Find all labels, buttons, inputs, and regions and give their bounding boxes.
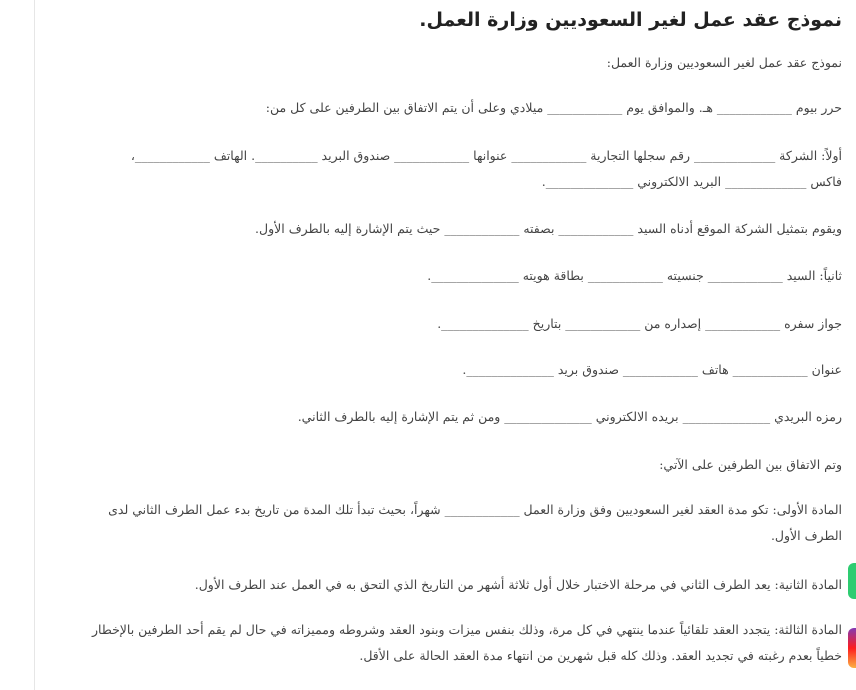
article-body [70, 0, 842, 663]
paragraph-passport: جواز سفره ____________ إصداره من ____________ بتاريخ ______________. [437, 316, 842, 331]
paragraph-intro: نموذج عقد عمل لغير السعوديين وزارة العمل: [606, 55, 842, 70]
paragraph-article-three: المادة الثالثة: يتجدد العقد تلقائياً عندما ينتهي في كل مرة، وذلك بنفس ميزات وبنود العقد وشروطه ومميزاته في حال لم يقم أحد الطرفين بالإخطار خطياً بعدم رغبته في تجديد العقد. وذلك كله قبل شهرين من انتهاء مدة العقد الحالة على الأقل. [91, 622, 842, 663]
paragraph-agreement: وتم الاتفاق بين الطرفين على الآتي: [659, 457, 842, 472]
paragraph-company-representative: ويقوم بتمثيل الشركة الموقع أدناه السيد ____________ بصفته ____________ حيث يتم الإشارة إليه بالطرف الأول. [255, 221, 842, 236]
paragraph-second-party: ثانياً: السيد ____________ جنسيته ____________ بطاقة هويته ______________. [427, 268, 842, 283]
paragraph-address: عنوان ____________ هاتف ____________ صندوق بريد ______________. [462, 362, 842, 377]
paragraph-article-one: المادة الأولى: تكو مدة العقد لغير السعوديين وفق وزارة العمل ____________ شهراً، بحيث تبدأ تلك المدة من تاريخ بدء عمل الطرف الثاني لدى الطرف الأول. [108, 502, 842, 543]
paragraph-date: حرر بيوم ____________ هـ. والموافق يوم ____________ ميلادي وعلى أن يتم الاتفاق بين الطرفين على كل من: [265, 100, 842, 115]
article-title: نموذج عقد عمل لغير السعوديين وزارة العمل. [419, 9, 842, 31]
page-left-border [34, 0, 35, 690]
paragraph-postal-email: رمزه البريدي ______________ بريده الالكتروني ______________ ومن ثم يتم الإشارة إليه بالطرف الثاني. [297, 409, 842, 424]
whatsapp-share-button[interactable] [848, 563, 856, 599]
paragraph-article-two: المادة الثانية: يعد الطرف الثاني في مرحلة الاختبار خلال أول ثلاثة أشهر من التاريخ الذي التحق به في العمل عند الطرف الأول. [194, 577, 842, 592]
instagram-share-button[interactable] [848, 628, 856, 668]
paragraph-first-party-company: أولاً: الشركة _____________ رقم سجلها التجارية ____________ عنوانها ____________ صندوق البريد __________. الهاتف ____________، فاكس _____________ البريد الالكتروني ______________. [130, 148, 842, 189]
